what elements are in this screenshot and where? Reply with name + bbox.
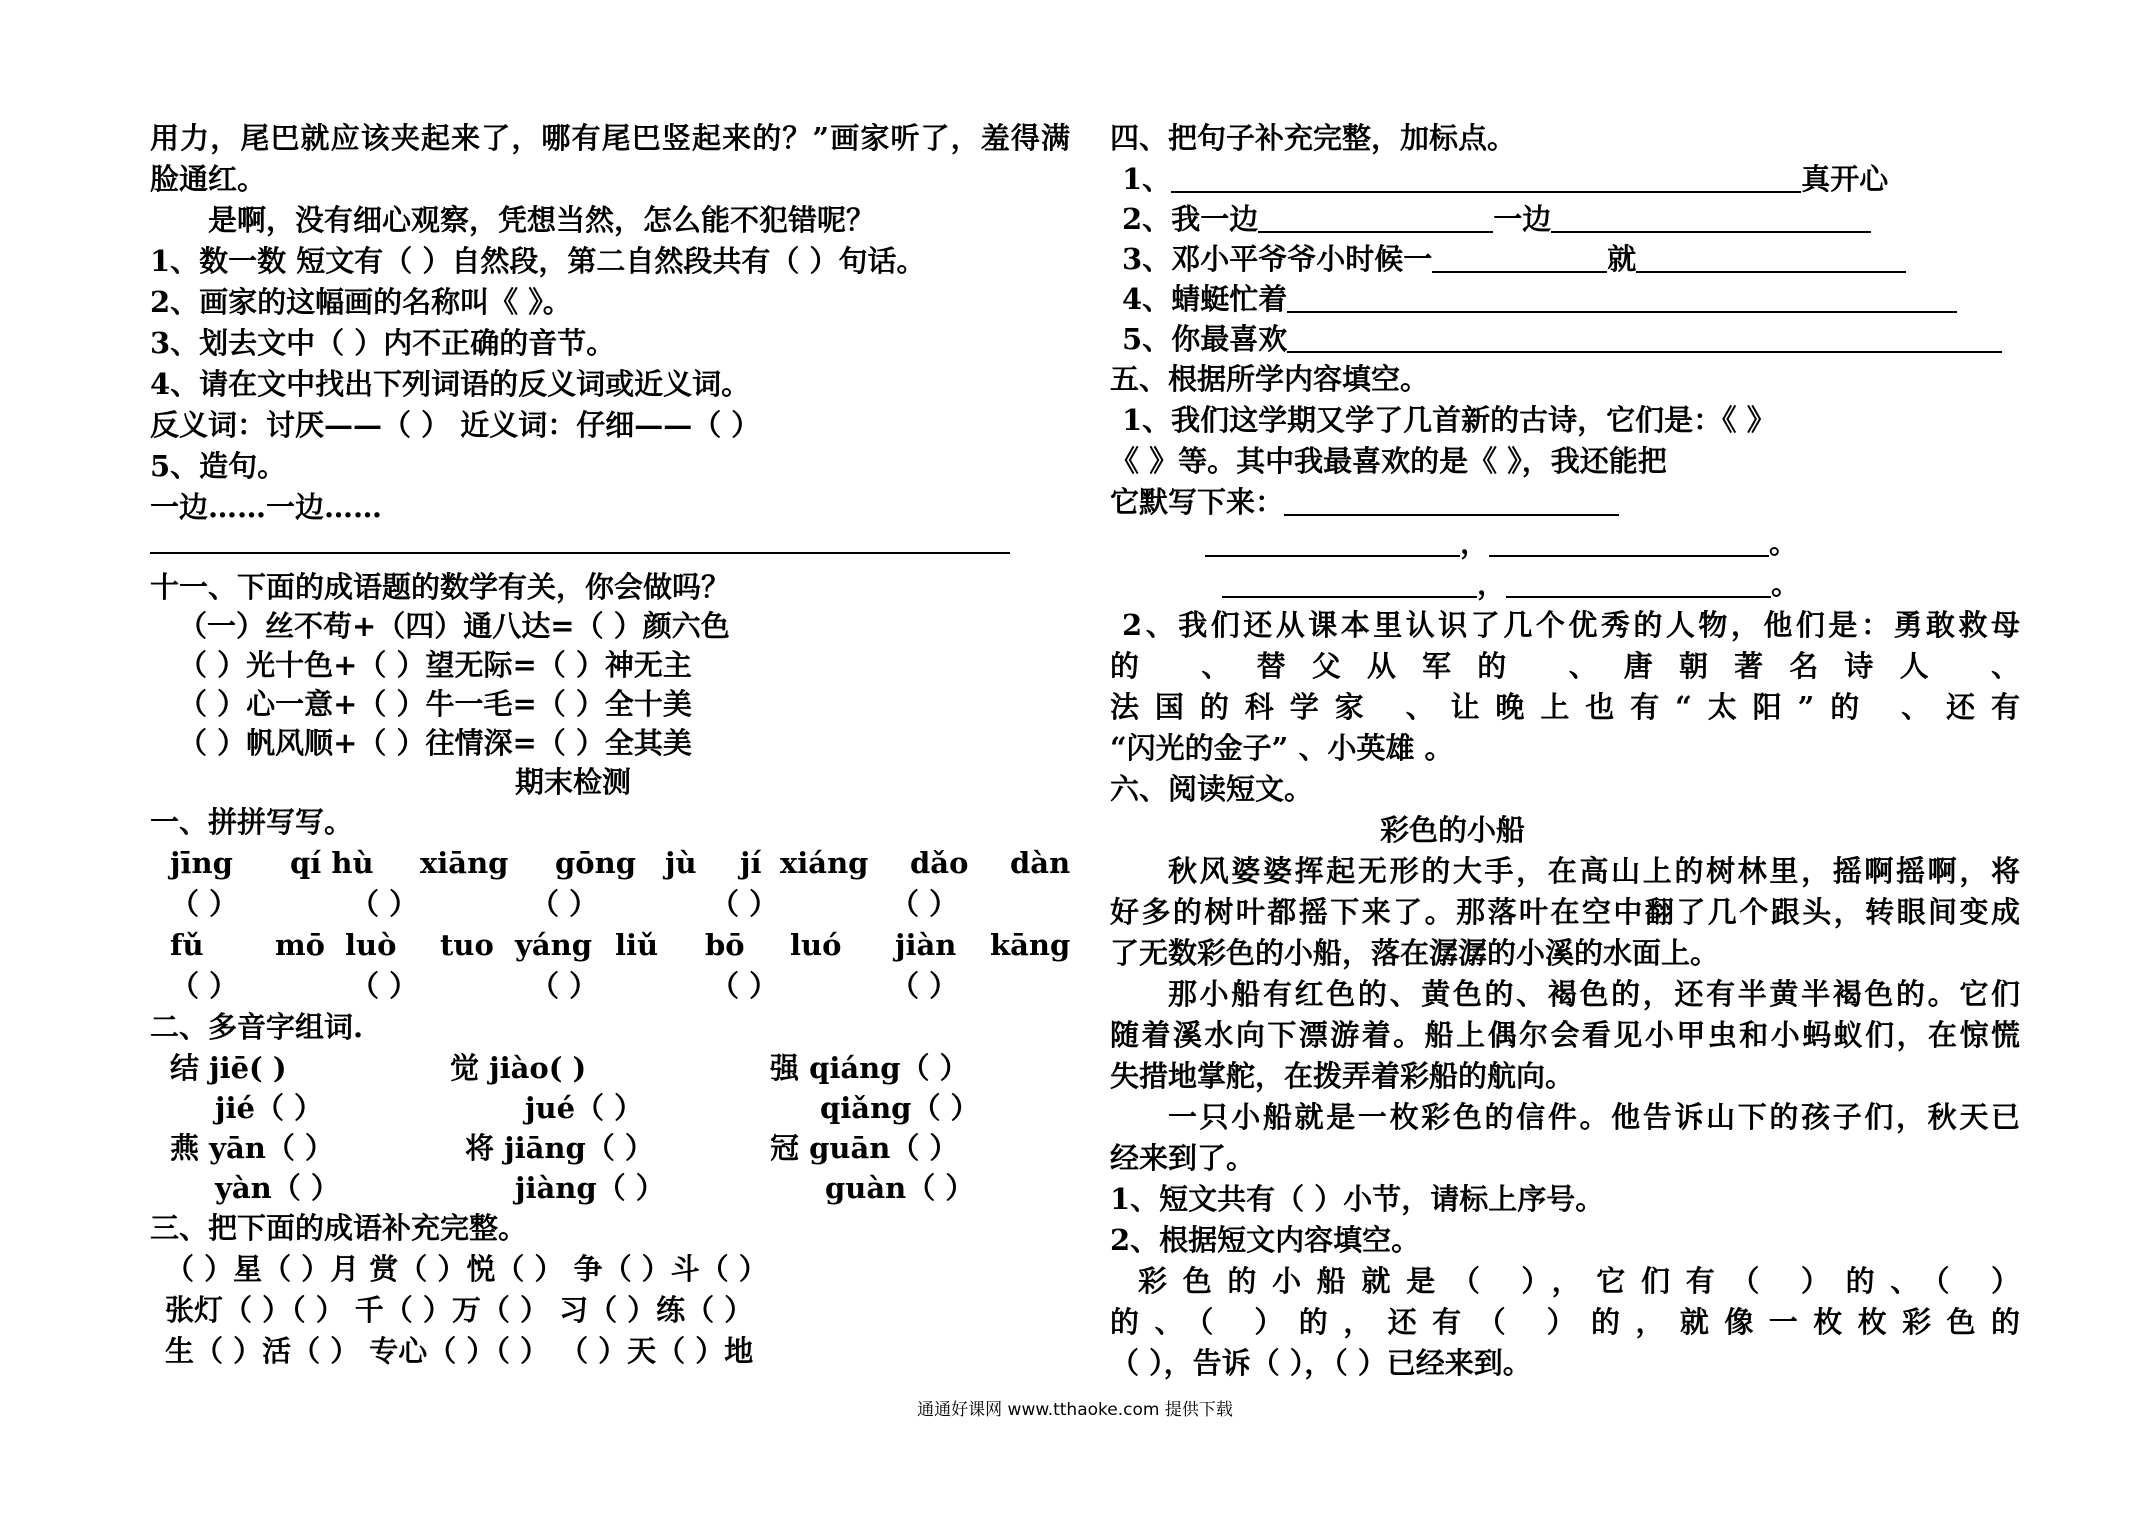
- story-line-8: 经来到了。: [1110, 1141, 1256, 1175]
- story-line-5: 随着溪水向下漂游着。船上偶尔会看见小甲虫和小蚂蚁们，在惊慌: [1110, 1018, 2020, 1052]
- pinyin: tuo: [440, 928, 494, 962]
- section-5-title: 五、根据所学内容填空。: [1110, 362, 1430, 396]
- answer-paren: （ ）: [710, 887, 779, 921]
- pinyin-row-1: [150, 843, 1070, 884]
- polyphone-item: 将 jiāng（ ）: [465, 1131, 654, 1165]
- pinyin: bō: [705, 928, 745, 962]
- pinyin: yáng: [515, 928, 593, 962]
- s4-item-2: [1110, 199, 2020, 239]
- answer-paren-row-2: [150, 966, 1070, 1007]
- blank-line: [1506, 566, 1771, 598]
- poem-line-1: [1110, 523, 2020, 564]
- s5-q2-line-1: 2、我们还从课本里认识了几个优秀的人物，他们是：勇敢救母: [1122, 608, 2020, 642]
- pinyin: dǎo: [910, 846, 969, 880]
- polyphone-item: 燕 yān（ ）: [170, 1131, 334, 1165]
- left-column: [150, 118, 1070, 1372]
- pinyin: luó: [790, 928, 842, 962]
- exam-title: 期末检测: [515, 765, 632, 799]
- reading-question-1: 1、短文共有（ ）小节，请标上序号。: [1110, 1182, 1605, 1216]
- pinyin: jiàn: [895, 928, 957, 962]
- s4-item-post: 真开心: [1801, 162, 1889, 196]
- question-2: 2、画家的这幅画的名称叫《 》。: [150, 285, 572, 319]
- pinyin: qí hù: [290, 846, 374, 880]
- idiom-math-row-1: （一）丝不苟+（四）通八达=（ ）颜六色: [178, 609, 730, 643]
- blank-line: [1432, 241, 1607, 273]
- period: 。: [1769, 526, 1799, 560]
- idiom-math-row-4: （ ）帆风顺+（ ）往情深=（ ）全其美: [178, 726, 692, 760]
- period: 。: [1771, 567, 1801, 601]
- polyphone-item: qiǎng（ ）: [820, 1091, 980, 1125]
- polyphone-item: jué（ ）: [525, 1091, 644, 1125]
- answer-paren: （ ）: [170, 969, 239, 1003]
- blank-line: [1287, 321, 2002, 353]
- comma: ，: [1477, 567, 1507, 601]
- poem-line-2: [1110, 564, 2020, 605]
- story-line-6: 失措地掌舵，在拨弄着彩船的航向。: [1110, 1059, 1575, 1093]
- s4-item-mid: 一边: [1493, 202, 1552, 236]
- answer-paren: （ ）: [350, 887, 419, 921]
- s5-line-3: [1110, 482, 2020, 523]
- polyphone-row-1: [150, 1048, 1070, 1088]
- blank-line: [1489, 525, 1769, 557]
- section-6-title: 六、阅读短文。: [1110, 772, 1314, 806]
- pinyin: xiáng: [780, 846, 869, 880]
- answer-paren: （ ）: [530, 969, 599, 1003]
- blank-line: [1222, 566, 1477, 598]
- polyphone-item: 觉 jiào( ): [450, 1051, 587, 1085]
- story-line-3: 了无数彩色的小船，落在潺潺的小溪的水面上。: [1110, 936, 1720, 970]
- idiom-math-title: 十一、下面的成语题的数学有关，你会做吗？: [150, 570, 731, 604]
- question-4-words: 反义词：讨厌——（ ） 近义词：仔细——（ ）: [150, 408, 761, 442]
- passage-line-3: 是啊，没有细心观察，凭想当然，怎么能不犯错呢？: [208, 203, 876, 237]
- answer-paren: （ ）: [710, 969, 779, 1003]
- blank-line: [1171, 161, 1801, 193]
- idiom-math-row-3: （ ）心一意+（ ）牛一毛=（ ）全十美: [178, 687, 692, 721]
- s4-item-number: 2、: [1122, 202, 1172, 236]
- s4-item-number: 3、: [1122, 242, 1172, 276]
- answer-paren: （ ）: [890, 969, 959, 1003]
- s4-item-1: [1110, 159, 2020, 199]
- pinyin: xiāng: [420, 846, 509, 880]
- question-3: 3、划去文中（ ）内不正确的音节。: [150, 326, 616, 360]
- s5-q2-line-4: “闪光的金子” 、小英雄 。: [1110, 731, 1454, 765]
- blank-line: [1551, 201, 1871, 233]
- polyphone-row-2: [150, 1088, 1070, 1128]
- pinyin: gōng: [555, 846, 636, 880]
- polyphone-item: jié（ ）: [215, 1091, 324, 1125]
- s4-item-number: 5、: [1122, 322, 1172, 356]
- s4-item-pre: 邓小平爷爷小时候一: [1171, 242, 1433, 276]
- pinyin: jù: [665, 846, 697, 880]
- s5-q2-line-2: 的 、替父从军的 、唐朝著名诗人 、: [1110, 649, 2020, 683]
- answer-line: [150, 528, 1070, 568]
- idiom-math-row-2: （ ）光十色+（ ）望无际=（ ）神无主: [178, 648, 692, 682]
- story-title: 彩色的小船: [1380, 813, 1526, 847]
- passage-line-2: 脸通红。: [150, 162, 267, 196]
- answer-paren: （ ）: [350, 969, 419, 1003]
- section-3-title: 三、把下面的成语补充完整。: [150, 1211, 528, 1245]
- answer-rule: [150, 552, 1010, 554]
- reading-fill-line-3: （ ），告诉（ ），（ ）已经来到。: [1110, 1346, 1532, 1380]
- s5-line-1: 1、我们这学期又学了几首新的古诗，它们是：《 》: [1122, 403, 1776, 437]
- idiom-fill-row-1: （ ）星（ ）月 赏（ ）悦（ ） 争（ ）斗（ ）: [165, 1252, 768, 1286]
- blank-line: [1284, 484, 1619, 516]
- story-line-2: 好多的树叶都摇下来了。那落叶在空中翻了几个跟头，转眼间变成: [1110, 895, 2020, 929]
- blank-line: [1258, 201, 1493, 233]
- s4-item-5: [1110, 319, 2020, 359]
- pinyin: mō: [275, 928, 326, 962]
- polyphone-row-3: [150, 1128, 1070, 1168]
- polyphone-row-4: [150, 1168, 1070, 1208]
- blank-line: [1287, 281, 1957, 313]
- question-5-pattern: 一边……一边……: [150, 490, 383, 524]
- s4-item-pre: 我一边: [1171, 202, 1259, 236]
- pinyin: fǔ: [170, 928, 204, 962]
- comma: ，: [1460, 526, 1490, 560]
- s5-q2-line-3: 法国的科学家 、让晚上也有“太阳”的 、还有: [1110, 690, 2020, 724]
- pinyin: liǔ: [615, 928, 659, 962]
- blank-line: [1636, 241, 1906, 273]
- reading-fill-line-1: 彩色的小船就是（ ），它们有（ ）的、（ ）: [1138, 1264, 2020, 1298]
- s4-item-number: 1、: [1122, 162, 1172, 196]
- pinyin: kāng: [990, 928, 1071, 962]
- question-4: 4、请在文中找出下列词语的反义词或近义词。: [150, 367, 751, 401]
- polyphone-item: 冠 guān（ ）: [770, 1131, 959, 1165]
- idiom-fill-row-2: 张灯（ ）（ ） 千（ ）万（ ） 习（ ）练（ ）: [165, 1293, 754, 1327]
- s4-item-number: 4、: [1122, 282, 1172, 316]
- s5-line-3-text: 它默写下来：: [1110, 485, 1285, 519]
- pinyin-row-2: [150, 925, 1070, 966]
- s4-item-mid: 就: [1607, 242, 1637, 276]
- s5-line-2: 《 》等。其中我最喜欢的是《 》，我还能把: [1110, 444, 1667, 478]
- polyphone-item: jiàng（ ）: [515, 1171, 665, 1205]
- section-1-title: 一、拼拼写写。: [150, 805, 354, 839]
- answer-paren: （ ）: [890, 887, 959, 921]
- passage-line-1: 用力，尾巴就应该夹起来了，哪有尾巴竖起来的？”画家听了，羞得满: [150, 121, 1070, 155]
- polyphone-item: 强 qiáng（ ）: [770, 1051, 969, 1085]
- pinyin: jí: [740, 846, 762, 880]
- idiom-fill-row-3: 生（ ）活（ ） 专心（ ）（ ） （ ）天（ ）地: [165, 1334, 754, 1368]
- pinyin: luò: [345, 928, 397, 962]
- pinyin: jīng: [170, 846, 233, 880]
- blank-line: [1205, 525, 1460, 557]
- s4-item-4: [1110, 279, 2020, 319]
- reading-question-2: 2、根据短文内容填空。: [1110, 1223, 1421, 1257]
- polyphone-item: 结 jiē( ): [170, 1051, 287, 1085]
- answer-paren: （ ）: [170, 887, 239, 921]
- s4-item-pre: 你最喜欢: [1171, 322, 1288, 356]
- question-5: 5、造句。: [150, 449, 287, 483]
- answer-paren-row-1: [150, 884, 1070, 925]
- question-1: 1、数一数 短文有（ ）自然段，第二自然段共有（ ）句话。: [150, 244, 926, 278]
- answer-paren: （ ）: [530, 887, 599, 921]
- section-2-title: 二、多音字组词.: [150, 1010, 364, 1044]
- footer-credit: 通通好课网 www.tthaoke.com 提供下载: [917, 1400, 1233, 1420]
- section-4-title: 四、把句子补充完整，加标点。: [1110, 121, 1517, 155]
- pinyin: dàn: [1010, 846, 1071, 880]
- reading-fill-line-2: 的、（ ）的，还有（ ）的，就像一枚枚彩色的: [1110, 1305, 2020, 1339]
- story-line-1: 秋风婆婆挥起无形的大手，在高山上的树林里，摇啊摇啊，将: [1168, 854, 2020, 888]
- story-line-7: 一只小船就是一枚彩色的信件。他告诉山下的孩子们，秋天已: [1168, 1100, 2020, 1134]
- s4-item-3: [1110, 239, 2020, 279]
- polyphone-item: guàn（ ）: [825, 1171, 975, 1205]
- right-column: [1110, 118, 2020, 1384]
- s4-item-pre: 蜻蜓忙着: [1171, 282, 1288, 316]
- story-line-4: 那小船有红色的、黄色的、褐色的，还有半黄半褐色的。它们: [1168, 977, 2020, 1011]
- polyphone-item: yàn（ ）: [215, 1171, 340, 1205]
